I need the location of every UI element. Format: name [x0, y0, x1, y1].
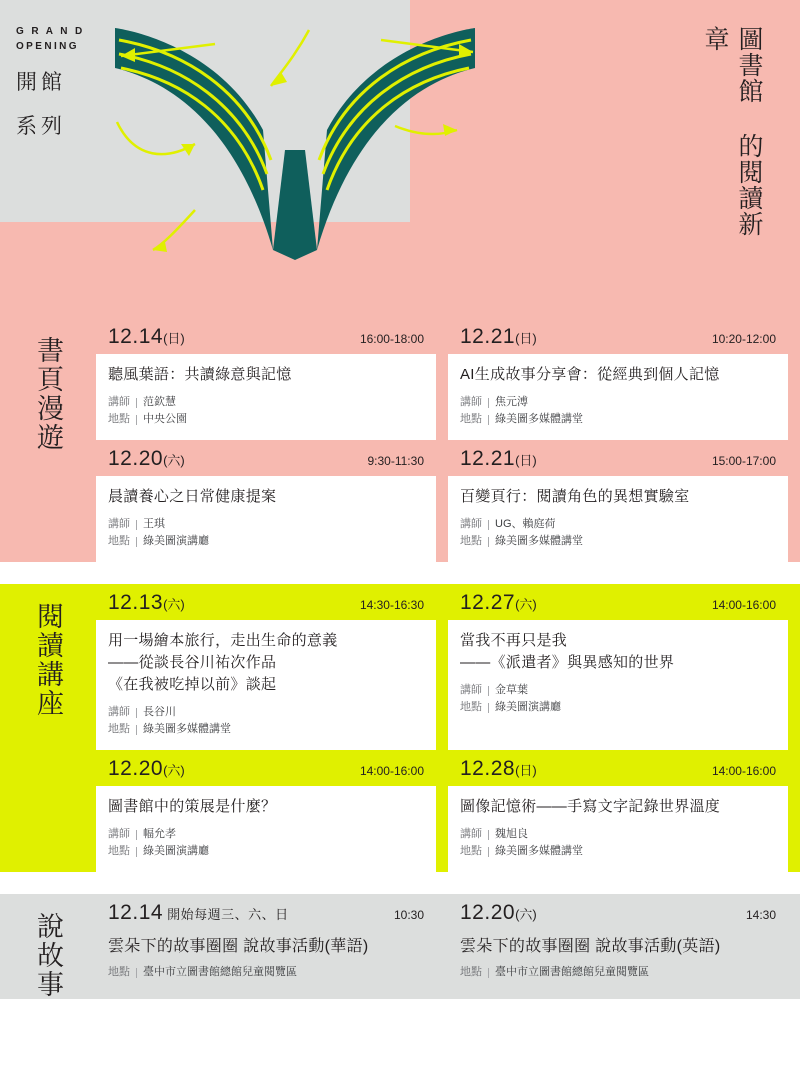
grand-opening-zh-line2: 系列 [16, 115, 66, 138]
event-header [96, 584, 436, 620]
hero-banner [0, 0, 800, 318]
event-body [96, 930, 436, 999]
section-label-text: 書頁漫遊 [33, 336, 63, 452]
section-label-text: 閱讀講座 [33, 602, 63, 718]
event-time: 10:20-12:00 [711, 332, 776, 346]
section-label-book-wander [0, 318, 96, 562]
event-weekday: (六) [163, 763, 185, 778]
event-header [96, 318, 436, 354]
event-place: 地點 綠美圖演講廳 [460, 701, 561, 713]
event-date: 12.20(六) [108, 757, 185, 780]
event-date: 12.20(六) [108, 447, 185, 470]
event-weekday: (日) [515, 453, 537, 468]
event-weekday: (六) [163, 597, 185, 612]
divider-2 [0, 872, 800, 894]
event-speaker: 講師 長谷川 [108, 706, 176, 718]
event-date: 12.13(六) [108, 591, 185, 614]
event-date: 12.21(日) [460, 325, 537, 348]
event-header [448, 318, 788, 354]
event-header [96, 440, 436, 476]
event-header [448, 894, 788, 930]
event-card[interactable] [448, 440, 788, 562]
event-weekday: (日) [515, 331, 537, 346]
grand-opening-en-line1: G R A N D [16, 26, 85, 37]
event-title: 圖像記憶術——手寫文字記錄世界溫度 [460, 798, 721, 815]
grand-opening-block [16, 24, 96, 142]
event-body [96, 620, 436, 750]
event-speaker: 講師 UG、賴庭荷 [460, 518, 556, 530]
divider-1 [0, 562, 800, 584]
event-title: 晨讀養心之日常健康提案 [108, 488, 277, 505]
section-reading-lecture [0, 584, 800, 872]
event-header [96, 894, 436, 930]
event-card[interactable] [448, 894, 788, 999]
event-date: 12.14 開始每週三、六、日 [108, 901, 289, 924]
event-body [448, 354, 788, 440]
event-weekday: (六) [515, 907, 537, 922]
event-time: 14:00-16:00 [359, 764, 424, 778]
event-body [448, 620, 788, 750]
event-body [448, 476, 788, 562]
event-place: 地點 綠美圖演講廳 [108, 845, 209, 857]
grand-opening-zh-line1: 開館 [16, 71, 66, 94]
event-place: 地點 臺中市立圖書館總館兒童閱覽區 [460, 966, 649, 978]
event-title: 聽風葉語：共讀綠意與記憶 [108, 366, 292, 383]
event-place: 地點 中央公園 [108, 413, 187, 425]
event-time: 14:30-16:30 [359, 598, 424, 612]
event-title: 當我不再只是我 ——《派遣者》與異感知的世界 [460, 632, 675, 671]
event-time: 14:00-16:00 [711, 764, 776, 778]
event-title: 百變頁行：閱讀角色的異想實驗室 [460, 488, 690, 505]
section-storytelling [0, 894, 800, 999]
open-book-illustration [95, 10, 495, 260]
event-title: 雲朵下的故事圈圈 說故事活動(華語) [108, 938, 369, 955]
event-speaker: 講師 王琪 [108, 518, 165, 530]
event-card[interactable] [96, 440, 436, 562]
event-time: 14:00-16:00 [711, 598, 776, 612]
section-grid-storytelling [96, 894, 800, 999]
event-weekday: (日) [515, 763, 537, 778]
event-body [96, 476, 436, 562]
event-header [96, 750, 436, 786]
event-card[interactable] [448, 584, 788, 750]
section-book-wander [0, 318, 800, 562]
event-date: 12.21(日) [460, 447, 537, 470]
section-label-reading-lecture [0, 584, 96, 872]
page-title: 圖書館 的閱讀新章 [701, 26, 763, 237]
event-header [448, 750, 788, 786]
event-time: 16:00-18:00 [359, 332, 424, 346]
event-header [448, 584, 788, 620]
section-grid-book-wander [96, 318, 800, 562]
event-body [448, 786, 788, 872]
event-speaker: 講師 金草葉 [460, 684, 528, 696]
event-card[interactable] [448, 750, 788, 872]
section-grid-reading-lecture [96, 584, 800, 872]
event-weekday: (日) [163, 331, 185, 346]
event-card[interactable] [96, 318, 436, 440]
event-body [96, 354, 436, 440]
event-place: 地點 綠美圖多媒體講堂 [460, 845, 583, 857]
event-card[interactable] [96, 894, 436, 999]
grand-opening-en-line2: OPENING [16, 41, 79, 52]
event-weekday: (六) [515, 597, 537, 612]
event-date: 12.14(日) [108, 325, 185, 348]
event-place: 地點 綠美圖多媒體講堂 [460, 413, 583, 425]
event-title: 圖書館中的策展是什麼？ [108, 798, 277, 815]
event-title: 雲朵下的故事圈圈 說故事活動(英語) [460, 938, 721, 955]
event-place: 地點 綠美圖演講廳 [108, 535, 209, 547]
event-time: 14:30 [745, 908, 776, 922]
event-date: 12.20(六) [460, 901, 537, 924]
event-card[interactable] [96, 750, 436, 872]
event-title: 用一場繪本旅行，走出生命的意義 ——從談長谷川祐次作品 《在我被吃掉以前》談起 [108, 632, 338, 693]
event-speaker: 講師 范欽慧 [108, 396, 176, 408]
event-speaker: 講師 魏旭良 [460, 828, 528, 840]
event-recurrence-note: 開始每週三、六、日 [167, 907, 289, 922]
event-time: 9:30-11:30 [367, 454, 424, 468]
event-body [448, 930, 788, 999]
event-time: 10:30 [393, 908, 424, 922]
event-time: 15:00-17:00 [711, 454, 776, 468]
event-date: 12.27(六) [460, 591, 537, 614]
event-date: 12.28(日) [460, 757, 537, 780]
section-label-storytelling [0, 894, 96, 999]
event-place: 地點 臺中市立圖書館總館兒童閱覽區 [108, 966, 297, 978]
event-header [448, 440, 788, 476]
event-place: 地點 綠美圖多媒體講堂 [460, 535, 583, 547]
event-speaker: 講師 焦元溥 [460, 396, 528, 408]
event-weekday: (六) [163, 453, 185, 468]
event-place: 地點 綠美圖多媒體講堂 [108, 723, 231, 735]
event-card[interactable] [96, 584, 436, 750]
event-speaker: 講師 幅允孝 [108, 828, 176, 840]
event-card[interactable] [448, 318, 788, 440]
section-label-text: 說故事 [33, 912, 63, 999]
event-body [96, 786, 436, 872]
event-title: AI生成故事分享會：從經典到個人記憶 [460, 366, 720, 383]
